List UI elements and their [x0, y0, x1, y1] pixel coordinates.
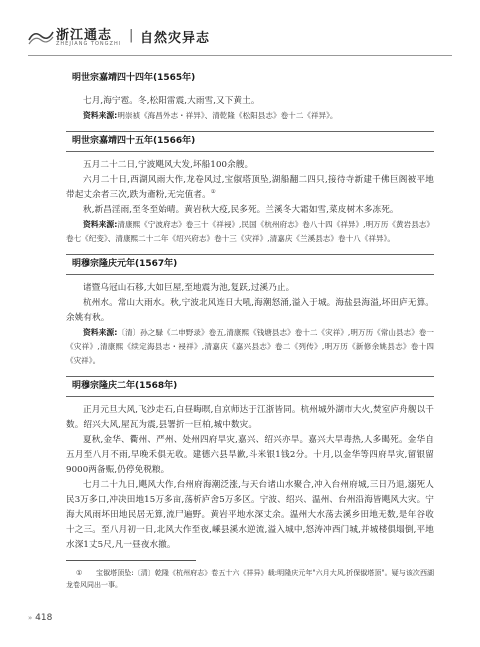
page-body	[66, 69, 434, 553]
footnote-mark: ①	[76, 569, 83, 577]
sources-note	[66, 326, 434, 368]
section-heading: 明穆宗隆庆二年(1568年)	[66, 376, 434, 397]
sources-note	[66, 218, 434, 246]
series-logo	[28, 22, 120, 52]
section-heading: 明穆宗隆庆元年(1567年)	[66, 254, 434, 275]
sources-text: 清康熙《宁波府志》卷三十《祥祲》,民国《杭州府志》卷八十四《祥异》,明万历《黄岩县志》卷七《纪变》、清康熙二十二年《绍兴府志》卷十三《灾祥》,清嘉庆《兰溪县志》卷十八《祥异》。	[66, 220, 434, 243]
section-heading: 明世宗嘉靖四十五年(1566年)	[66, 131, 434, 152]
page-arrow-icon: »	[28, 614, 33, 622]
body-paragraph	[66, 173, 434, 203]
page-number-value: 418	[35, 613, 53, 623]
page-number	[28, 613, 52, 623]
body-paragraph: 七月,海宁雹。冬,松阳雷震,大雨雪,又下黄土。	[83, 96, 260, 106]
footnote	[66, 567, 434, 591]
body-paragraph: 正月元旦大风,飞沙走石,白昼晦暝,自京师达于江浙皆同。杭州城外湖市大火,焚室庐舟舰以千数。绍兴大风,屋瓦为震,县署折一巨柏,城中数灾。	[66, 405, 434, 430]
sources-label: 资料来源:	[83, 111, 118, 120]
sources-note	[66, 109, 434, 123]
paragraph-text: 六月二十日,西湖风雨大作,龙卷风过,宝俶塔顶坠,湖船翻二四只,接待寺新建千佛巨阁被平地带起丈余者三次,跌为齑粉,无完值者。	[66, 175, 434, 200]
body-paragraph: 七月二十九日,飓风大作,台州府海潮泛涨,与天台诸山水聚合,冲入台州府城,三日乃退,溺死人民3万多口,冲决田地15万多亩,荡析庐舍5万多区。宁波、绍兴、温州、台州沿海皆飓风大灾。宁海大风雨坏田地民居无算,流尸遍野。黄岩平地水深丈余。温州大水荡去溪乡田地无数,是年谷收十之三。至八月初一日,北风大作至夜,嵊县溪水逆流,溢入城中,怒涛冲西门城,并城楼俱塌倒,平地水深1丈5尺,凡一昼夜水撤。	[66, 480, 434, 550]
body-paragraph: 秋,新昌淫雨,至冬至始晴。黄岩秋大疫,民多死。兰溪冬大霜如雪,菜皮树木多冻死。	[83, 205, 399, 215]
series-name: 浙江通志	[56, 28, 113, 43]
wave-logo-icon	[28, 26, 54, 46]
body-paragraph: 夏秋,金华、衢州、严州、处州四府旱灾,嘉兴、绍兴亦旱。嘉兴大旱毒热,人多暍死。金华自五月至八月不雨,早晚禾俱无收。建德六县旱歉,斗米银1钱2分。十月,以金华等四府旱灾,留银留9000两备赈,仍停免税粮。	[66, 435, 434, 475]
page-header	[28, 22, 452, 54]
footnote-rule	[66, 560, 196, 561]
header-separator: |	[129, 28, 134, 43]
book-title: 自然灾异志	[140, 31, 211, 46]
header-rule	[28, 55, 452, 56]
sources-label: 资料来源:	[83, 220, 118, 229]
footnote-reference[interactable]: ①	[210, 189, 216, 196]
section-heading: 明世宗嘉靖四十四年(1565年)	[72, 73, 196, 83]
body-paragraph: 诸暨乌冠山石移,大如巨屋,至地震为池,复跃,过溪乃止。	[83, 283, 295, 293]
footnote-text: 宝俶塔顶坠:〔清〕乾隆《杭州府志》卷五十六《祥异》载:明隆庆元年"六月大风,折保俶塔顶"。疑与该次西湖龙卷风同出一事。	[66, 569, 434, 589]
body-paragraph: 杭州水。常山大雨水。秋,宁波北风连日大吼,海潮怒涌,溢入于城。海盐县海溢,坏田庐无算。余姚有秋。	[66, 298, 434, 323]
sources-label: 资料来源:	[83, 328, 118, 337]
body-paragraph: 五月二十二日,宁波飓风大发,坏船100余艘。	[83, 160, 254, 170]
sources-text: 明崇祯《海昌外志・祥异》、清乾隆《松阳县志》卷十二《祥异》。	[117, 111, 338, 120]
sources-text: 〔清〕孙之騄《二申野录》卷五,清康熙《钱塘县志》卷十二《灾祥》,明万历《常山县志》卷一《灾祥》,清康熙《续定海县志・祲祥》,清嘉庆《嘉兴县志》卷二《列传》,明万历《新修余姚县志》卷十四《灾祥》。	[66, 328, 434, 365]
series-name-en: ZHEJIANG TONGZHI	[56, 41, 122, 47]
